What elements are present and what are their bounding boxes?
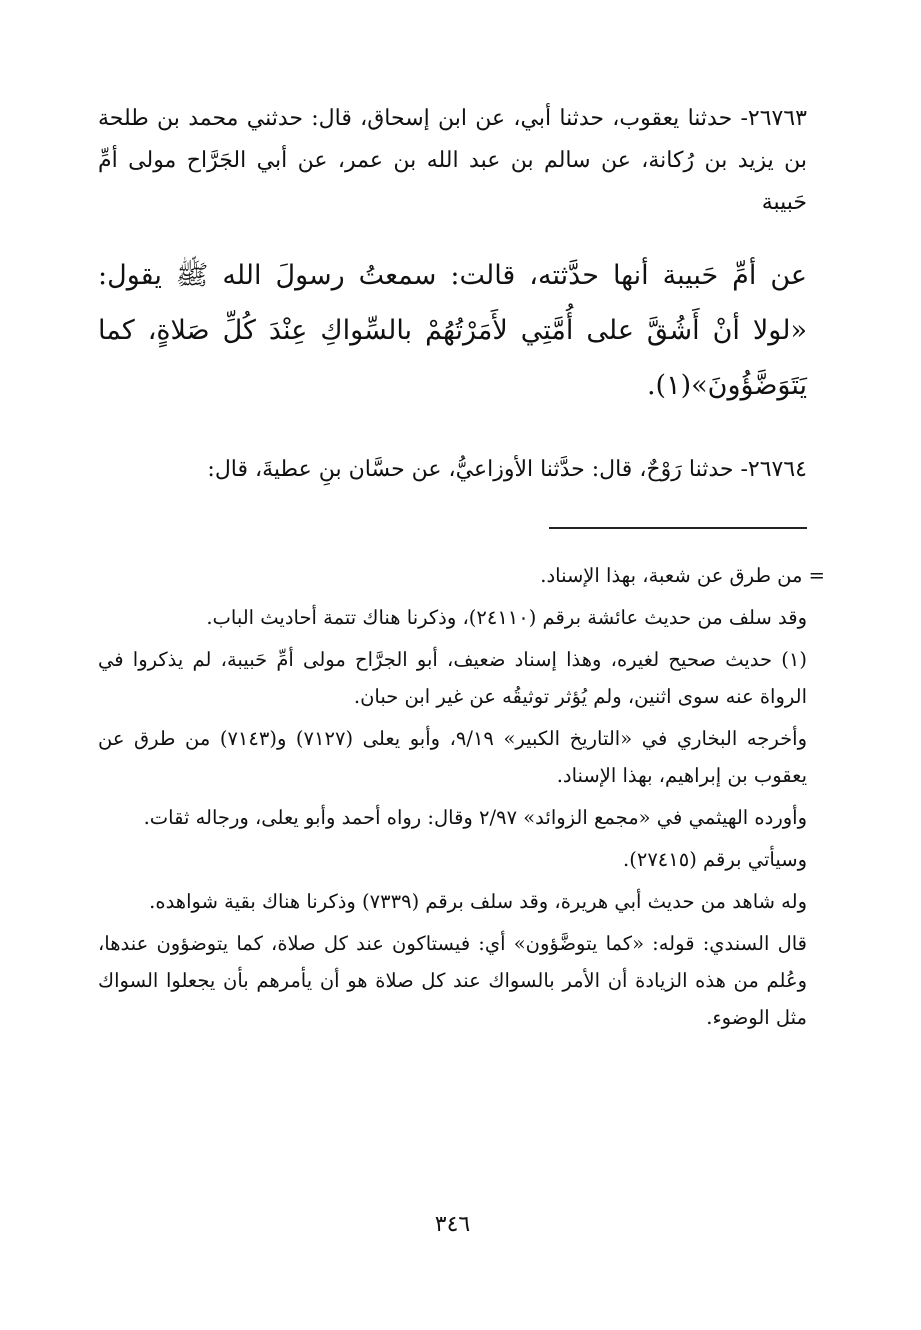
hadith-26763-isnad: ٢٦٧٦٣- حدثنا يعقوب، حدثنا أبي، عن ابن إسحاق، قال: حدثني محمد بن طلحة بن يزيد بن رُكانة، عن سالم بن عبد الله بن عمر، عن أبي الجَرَّاح مولى أمِّ حَبيبة	[98, 106, 807, 215]
footnotes	[98, 557, 825, 1041]
footnote-paragraph: وسيأتي برقم (٢٧٤١٥).	[623, 848, 807, 871]
book-page	[98, 0, 825, 1330]
footnote-paragraph: وله شاهد من حديث أبي هريرة، وقد سلف برقم (٧٣٣٩) وذكرنا هناك بقية شواهده.	[149, 890, 807, 913]
hadith-26763-matn: عن أمِّ حَبيبة أنها حدَّثته، قالت: سمعتُ رسولَ الله ﷺ يقول: «لولا أنْ أَشُقَّ على أُمَّتِي لأَمَرْتُهُمْ بالسِّواكِ عِنْدَ كُلِّ صَلاةٍ، كما يَتَوَضَّؤُونَ»(١).	[98, 260, 807, 401]
footnote-paragraph: وأخرجه البخاري في «التاريخ الكبير» ٩/١٩، وأبو يعلى (٧١٢٧) و(٧١٤٣) من طرق عن يعقوب بن إبراهيم، بهذا الإسناد.	[98, 727, 807, 787]
footnote-1: (١) حديث صحيح لغيره، وهذا إسناد ضعيف، أبو الجرَّاح مولى أمِّ حَبيبة، لم يذكروا في الرواة عنه سوى اثنين، ولم يُؤثر توثيقُه عن غير ابن حبان.	[98, 648, 807, 708]
main-text	[98, 98, 807, 491]
footnote-paragraph: وقد سلف من حديث عائشة برقم (٢٤١١٠)، وذكرنا هناك تتمة أحاديث الباب.	[206, 606, 807, 629]
page-number: ٣٤٦	[434, 1212, 471, 1237]
footnote-separator	[549, 527, 807, 529]
footnote-continuation: = من طرق عن شعبة، بهذا الإسناد.	[540, 564, 825, 587]
footnote-paragraph: قال السندي: قوله: «كما يتوضَّؤون» أي: فيستاكون عند كل صلاة، كما يتوضؤون عندها، وعُلم من هذه الزيادة أن الأمر بالسواك عند كل صلاة هو أن يأمرهم بأن يجعلوا السواك مثل الوضوء.	[98, 932, 807, 1029]
hadith-26764-isnad: ٢٦٧٦٤- حدثنا رَوْحٌ، قال: حدَّثنا الأوزاعيُّ، عن حسَّان بنِ عطيةَ، قال:	[207, 457, 807, 482]
footnote-paragraph: وأورده الهيثمي في «مجمع الزوائد» ٢/٩٧ وقال: رواه أحمد وأبو يعلى، ورجاله ثقات.	[143, 806, 807, 829]
